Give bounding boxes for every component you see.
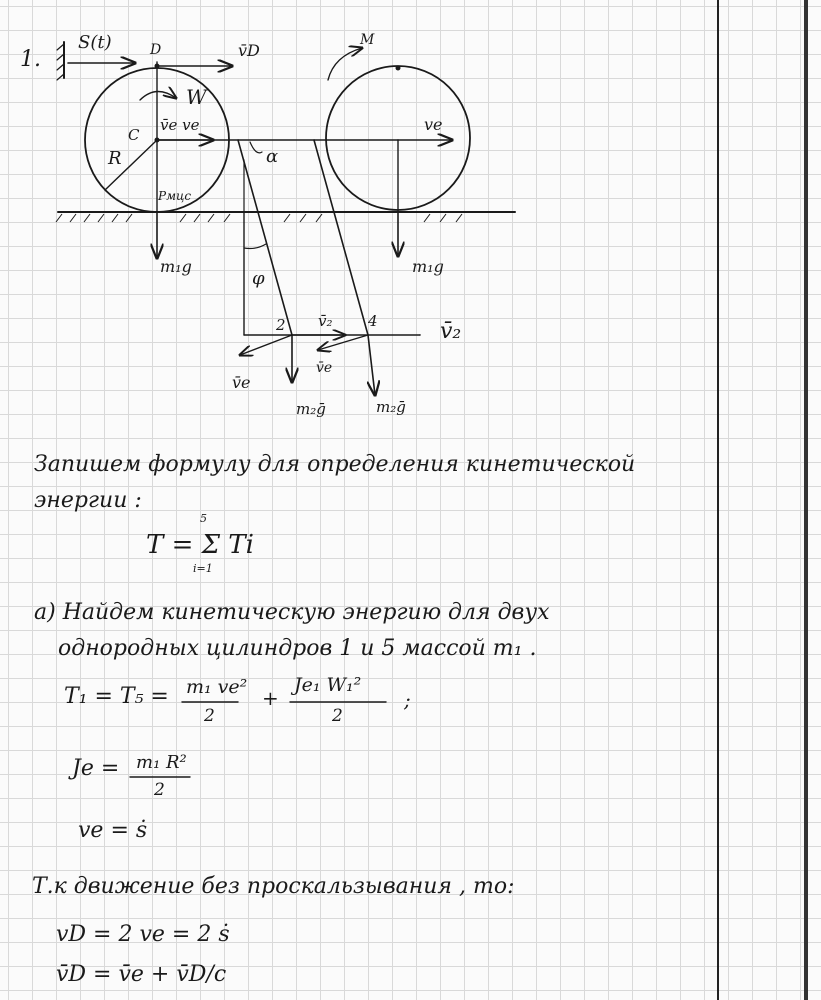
formula-ve: ve = ṡ (78, 818, 148, 843)
label-C: C (128, 126, 140, 144)
formula-T1-num1: m₁ ve² (186, 676, 248, 698)
text-line-4: однородных цилиндров 1 и 5 массой m₁ . (58, 636, 537, 661)
label-s: S(t) (78, 32, 112, 53)
formula-vD-vector: v̄D = v̄e + v̄D/c (56, 962, 227, 987)
formula-T1-plus: + (262, 686, 279, 710)
label-vD: v̄D (238, 41, 260, 60)
label-m2g-2: m₂ḡ (376, 398, 406, 416)
label-alpha: α (266, 146, 279, 167)
rod-4 (314, 140, 368, 335)
label-ve-center: v̄e ve (160, 116, 200, 134)
omega-arc (140, 91, 176, 100)
label-ve-mid: v̄e (316, 360, 333, 376)
formula-T1-num2: Je₁ W₁² (294, 674, 362, 696)
center-dot (155, 138, 160, 143)
cylinder-5-top-dot (396, 66, 401, 71)
wall-hatch (57, 42, 64, 80)
rod-2 (238, 140, 292, 335)
formula-T1-den1: 2 (204, 706, 215, 726)
text-line-3: а) Найдем кинетическую энергию для двух (34, 600, 550, 625)
problem-number: 1. (20, 47, 41, 72)
label-ve-right: ve (424, 115, 443, 134)
label-phi: φ (252, 268, 265, 289)
text-line-1: Запишем формулу для определения кинетической (34, 452, 636, 477)
alpha-arc (250, 142, 262, 153)
point-D-dot (155, 64, 160, 69)
label-m1g-left: m₁g (160, 257, 192, 276)
formula-Je-left: Je = (72, 756, 120, 781)
formula-Je-num: m₁ R² (136, 752, 187, 773)
formula-T: T = Σ Ti (146, 530, 254, 560)
label-m1g-right: m₁g (412, 257, 444, 276)
moment-arc (328, 48, 362, 80)
label-4: 4 (368, 312, 378, 330)
formula-T1-den2: 2 (332, 706, 343, 726)
label-D: D (150, 42, 162, 58)
label-M: M (360, 32, 375, 48)
label-2: 2 (276, 316, 286, 334)
sum-lower-limit: i=1 (193, 562, 213, 575)
label-m2g-1: m₂ḡ (296, 400, 326, 418)
label-R: R (108, 148, 122, 169)
formula-vD: vD = 2 ve = 2 ṡ (56, 922, 230, 947)
formula-Je-den: 2 (154, 780, 165, 800)
formula-T1-semicolon: ; (404, 688, 411, 712)
label-v2: v̄₂ (440, 319, 462, 344)
sum-upper-limit: 5 (200, 512, 207, 525)
text-line-2: энергии : (34, 488, 142, 513)
formula-T1-left: T₁ = T₅ = (64, 684, 169, 709)
label-ve-lower: v̄e (232, 373, 251, 392)
phi-arc (244, 244, 266, 249)
m2g-arrow-2 (368, 335, 375, 395)
label-v2-small: v̄₂ (318, 312, 333, 330)
label-omega: W (186, 85, 207, 109)
text-line-5: Т.к движение без проскальзывания , то: (32, 874, 515, 899)
ve-mid-arrow (318, 335, 368, 350)
label-pmc: Pмцс (158, 189, 192, 203)
ve-lower-arrow (240, 335, 292, 355)
